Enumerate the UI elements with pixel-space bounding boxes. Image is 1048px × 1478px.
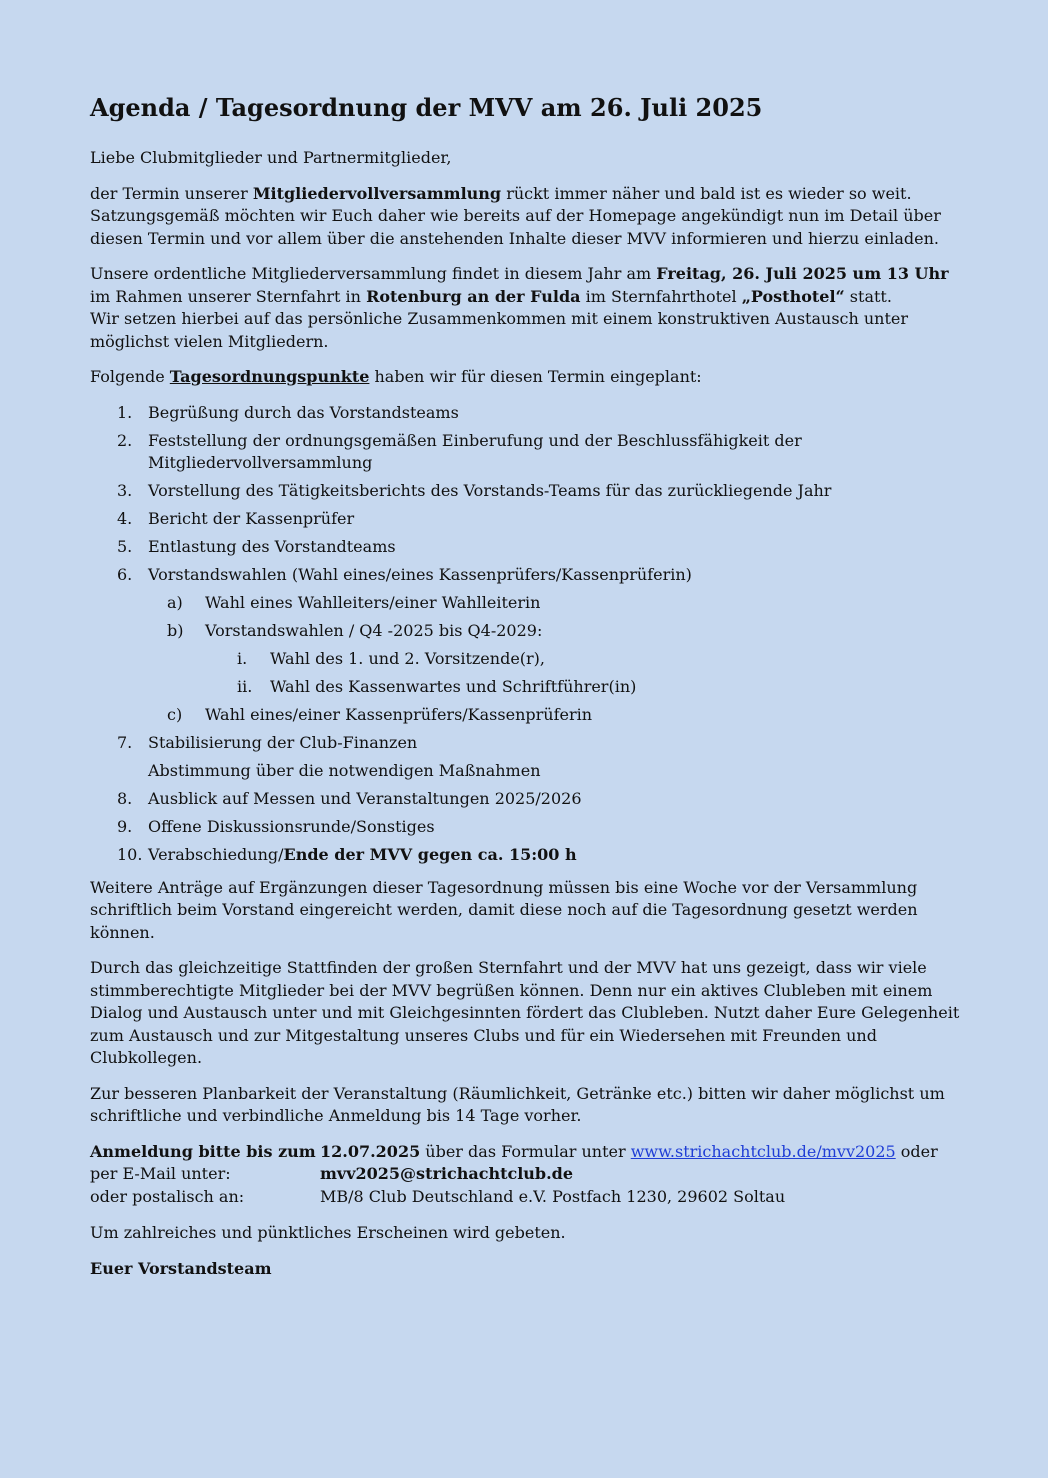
meeting-text-h: Wir setzen hierbei auf das persönliche Zusammenkommen mit einem konstruktiven Austausch unter möglichst vielen Mitgliedern.: [90, 309, 909, 351]
registration-label: Anmeldung bitte bis zum: [90, 1141, 316, 1161]
agenda-item-number: 3.: [117, 481, 133, 500]
agenda-item: [90, 536, 960, 559]
agenda-item-number: 6.: [117, 565, 133, 584]
meeting-hotel: „Posthotel“: [741, 286, 845, 306]
agenda-item: [90, 816, 960, 839]
signature-text: Euer Vorstandsteam: [90, 1258, 272, 1278]
email-label: per E-Mail unter:: [90, 1164, 231, 1183]
agenda-subitem-letter: a): [167, 593, 183, 612]
agenda-subitem-text: Wahl eines Wahlleiters/einer Wahlleiterin: [205, 593, 541, 612]
agenda-subsubitem-text: Wahl des 1. und 2. Vorsitzende(r),: [270, 649, 546, 668]
agenda-subitem: [90, 704, 960, 727]
agenda-subsubitem-text: Wahl des Kassenwartes und Schriftführer(in): [270, 677, 637, 696]
agenda-item-text: Ausblick auf Messen und Veranstaltungen 2025/2026: [148, 789, 582, 808]
agenda-item: [90, 430, 960, 475]
postal-address: MB/8 Club Deutschland e.V. Postfach 1230, 29602 Soltau: [320, 1186, 786, 1206]
agenda-list: [90, 402, 960, 867]
meeting-date: Freitag, 26. Juli 2025 um 13 Uhr: [656, 264, 949, 283]
greeting: Liebe Clubmitglieder und Partnermitglieder,: [90, 148, 452, 167]
registration-form-line: [320, 1141, 960, 1164]
sternfahrt-paragraph: Durch das gleichzeitige Stattfinden der großen Sternfahrt und der MVV hat uns gezeigt, dass wir viele stimmberechtigte Mitglieder bei der MVV begrüßen können. Denn nur ein aktives Clubleben mit einem Dialog und Austausch unter und mit Gleichgesinnten fördert das Clubleben. Nutzt daher Eure Gelegenheit zum Austausch und zur Mitgestaltung unseres Clubs und für ein Wiedersehen mit Freunden und Clubkollegen.: [90, 958, 960, 1067]
agenda-item: [90, 402, 960, 425]
agenda-subitem: [90, 620, 960, 643]
agenda-item: [90, 732, 960, 755]
agenda-subsubitem-numeral: ii.: [237, 677, 253, 696]
agenda-item-continuation: Abstimmung über die notwendigen Maßnahmen: [148, 761, 541, 780]
agenda-item-number: 4.: [117, 509, 133, 528]
antraege-paragraph: Weitere Anträge auf Ergänzungen dieser Tagesordnung müssen bis eine Woche vor der Versammlung schriftlich beim Vorstand eingereicht werden, damit diese noch auf die Tagesordnung gesetzt werden können.: [90, 877, 918, 942]
signature: [90, 1258, 960, 1281]
planbarkeit-paragraph: Zur besseren Planbarkeit der Veranstaltung (Räumlichkeit, Getränke etc.) bitten wir daher möglichst um schriftliche und verbindliche Anmeldung bis 14 Tage vorher.: [90, 1083, 945, 1125]
closing-paragraph: Um zahlreiches und pünktliches Erscheinen wird gebeten.: [90, 1223, 566, 1242]
agenda-item-number: 10.: [117, 845, 143, 864]
intro-text-c: rückt immer näher und bald ist es wieder so weit. Satzungsgemäß möchten wir Euch daher wie bereits auf der Homepage angekündigt nun im Detail über diesen Termin und vor allem über die anstehenden Inhalte dieser MVV informieren und hierzu einladen.: [90, 183, 941, 248]
agenda-item-number: 5.: [117, 537, 133, 556]
agenda-item-text: Bericht der Kassenprüfer: [148, 509, 355, 528]
agenda-subsubitem: [90, 648, 960, 671]
intro-paragraph: [90, 183, 960, 251]
agenda-intro-c: haben wir für diesen Termin eingeplant:: [369, 367, 702, 386]
registration-or: oder: [895, 1141, 938, 1161]
agenda-item-number: 7.: [117, 733, 133, 752]
agenda-item-text: Offene Diskussionsrunde/Sonstiges: [148, 817, 435, 836]
meeting-text-c: im Rahmen unserer Sternfahrt in: [90, 286, 367, 306]
agenda-item-text: Verabschiedung/: [148, 845, 284, 864]
agenda-item-text: Stabilisierung der Club-Finanzen: [148, 733, 418, 752]
agenda-item-end-time: Ende der MVV gegen ca. 15:00 h: [283, 845, 577, 864]
postal-label: oder postalisch an:: [90, 1186, 245, 1206]
registration-text: über das Formular unter: [420, 1141, 631, 1161]
meeting-text-e: im Sternfahrthotel: [580, 286, 742, 306]
agenda-item-number: 9.: [117, 817, 133, 836]
meeting-text-a: Unsere ordentliche Mitgliederversammlung findet in diesem Jahr am: [90, 264, 657, 283]
agenda-item-text: Begrüßung durch das Vorstandsteams: [148, 402, 459, 422]
agenda-intro-a: Folgende: [90, 367, 170, 386]
agenda-item-number: 1.: [117, 402, 133, 422]
intro-bold-mvv: Mitgliedervollversammlung: [252, 183, 502, 203]
intro-text-a: der Termin unserer: [90, 183, 253, 203]
meeting-location: Rotenburg an der Fulda: [366, 286, 581, 306]
agenda-intro: [90, 366, 960, 389]
agenda-item-text: Vorstandswahlen (Wahl eines/eines Kassenprüfers/Kassenprüferin): [148, 565, 692, 584]
agenda-subsubitem: [90, 676, 960, 699]
agenda-subitem-text: Vorstandswahlen / Q4 -2025 bis Q4-2029:: [205, 621, 543, 640]
agenda-item: [90, 844, 960, 867]
agenda-subitem: [90, 592, 960, 615]
agenda-item: [90, 508, 960, 531]
meeting-paragraph: [90, 263, 960, 353]
agenda-item-text: Feststellung der ordnungsgemäßen Einberufung und der Beschlussfähigkeit der Mitgliedervollversammlung: [148, 430, 802, 472]
agenda-item-number: 2.: [117, 430, 133, 450]
meeting-text-g: statt.: [844, 286, 892, 306]
agenda-item: [90, 480, 960, 503]
registration-block: [90, 1141, 960, 1209]
agenda-intro-keyword: Tagesordnungspunkte: [169, 367, 370, 386]
registration-email: mvv2025@strichachtclub.de: [320, 1164, 574, 1183]
agenda-item-text: Vorstellung des Tätigkeitsberichts des Vorstands-Teams für das zurückliegende Jahr: [148, 481, 832, 500]
registration-form-link[interactable]: www.strichachtclub.de/mvv2025: [630, 1141, 896, 1161]
registration-deadline: 12.07.2025: [320, 1141, 421, 1161]
agenda-subitem-text: Wahl eines/einer Kassenprüfers/Kassenprüferin: [205, 705, 593, 724]
page-title: Agenda / Tagesordnung der MVV am 26. Juli 2025: [90, 93, 763, 122]
agenda-subsubitem-numeral: i.: [237, 649, 248, 668]
agenda-item-number: 8.: [117, 789, 133, 808]
agenda-item-text: Entlastung des Vorstandteams: [148, 537, 396, 556]
document-content: [90, 92, 960, 1293]
agenda-item: [90, 788, 960, 811]
agenda-subitem-letter: b): [167, 621, 184, 640]
agenda-subitem-letter: c): [167, 705, 183, 724]
agenda-item: [90, 564, 960, 587]
